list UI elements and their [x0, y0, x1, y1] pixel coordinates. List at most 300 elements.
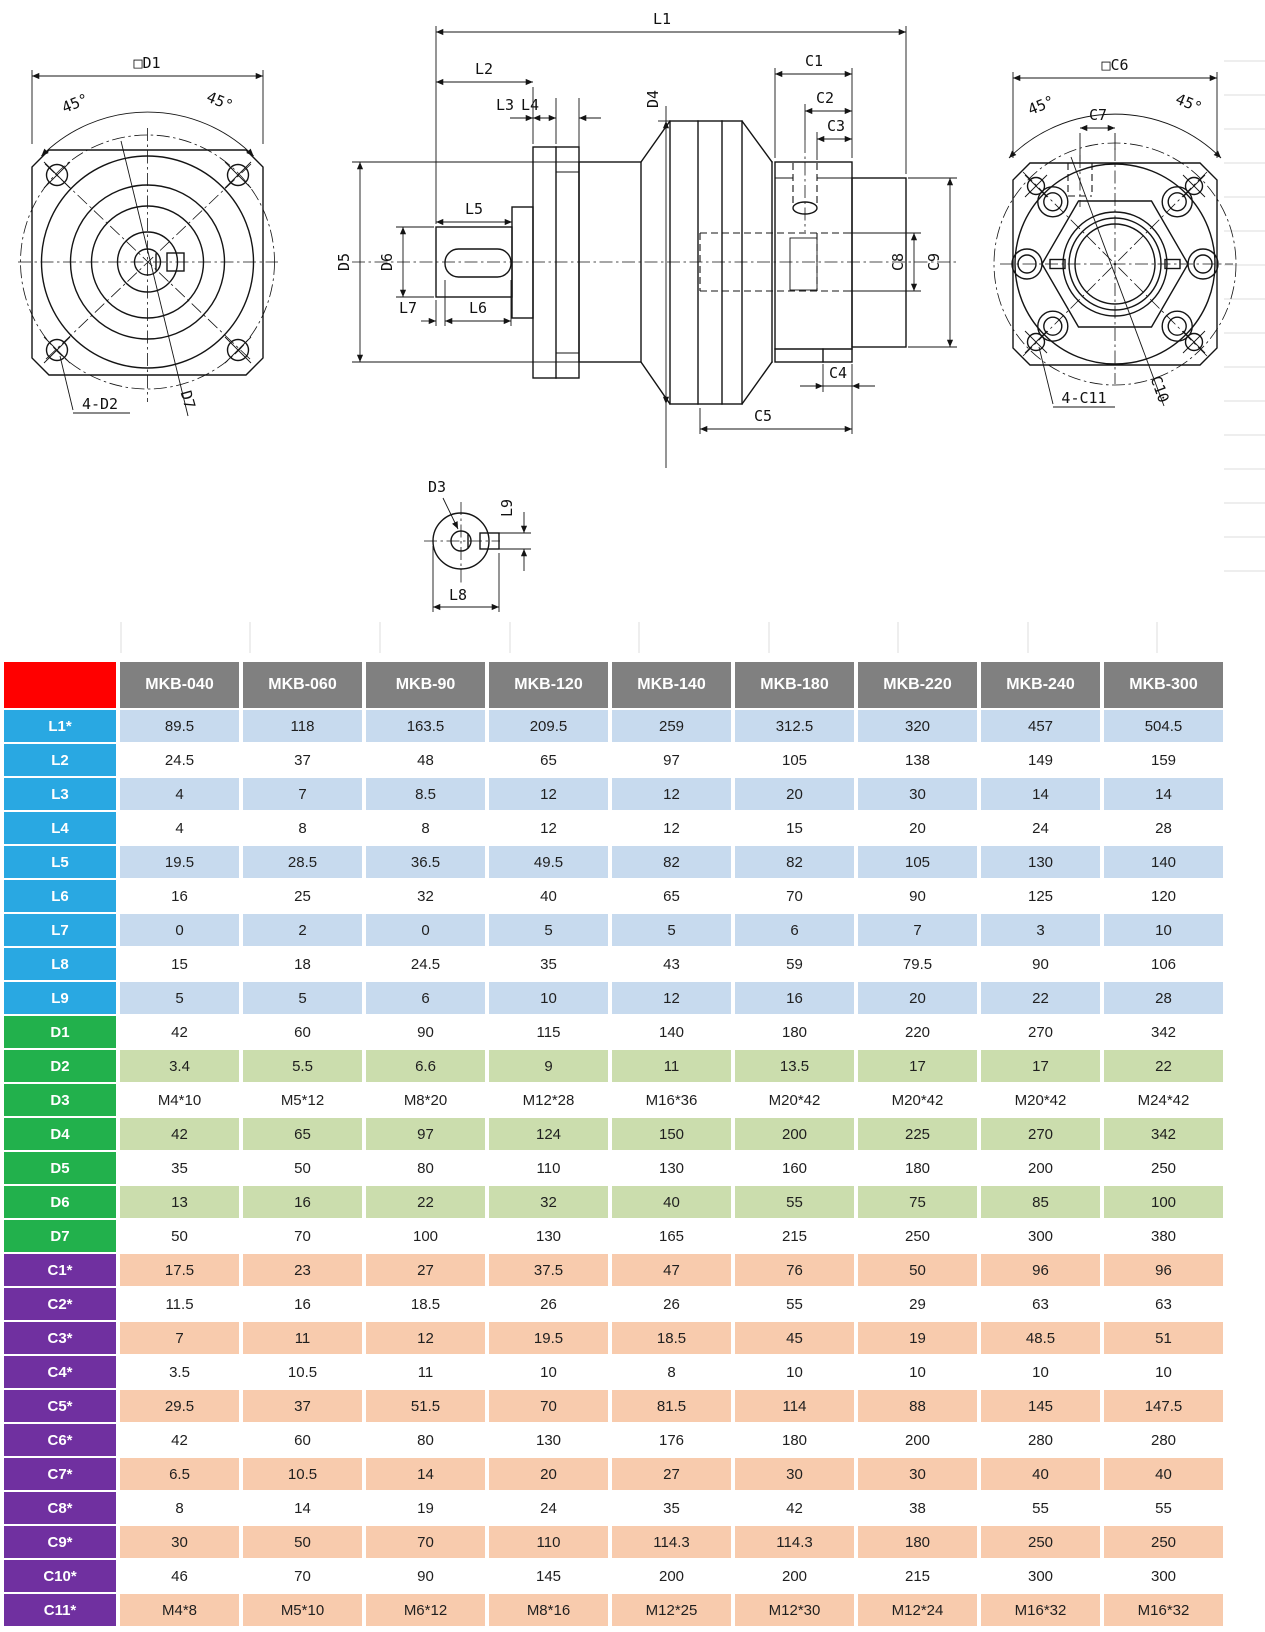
value-cell: 32	[489, 1186, 608, 1218]
dim-label-c4: C4	[828, 364, 848, 382]
value-cell: 50	[243, 1526, 362, 1558]
value-cell: 504.5	[1104, 710, 1223, 742]
row-label: D1	[4, 1016, 116, 1048]
table-row	[4, 1526, 1223, 1558]
table-row	[4, 1016, 1223, 1048]
value-cell: 19.5	[120, 846, 239, 878]
value-cell: 180	[858, 1526, 977, 1558]
value-cell: 65	[243, 1118, 362, 1150]
row-label: L6	[4, 880, 116, 912]
table-row	[4, 1288, 1223, 1320]
value-cell: 70	[243, 1560, 362, 1592]
value-cell: 19.5	[489, 1322, 608, 1354]
value-cell: M12*30	[735, 1594, 854, 1626]
table-row	[4, 1458, 1223, 1490]
dimension-table	[0, 660, 1227, 1628]
row-label: C7*	[4, 1458, 116, 1490]
model-header-cell: MKB-060	[243, 662, 362, 708]
table-row	[4, 1322, 1223, 1354]
row-label: D6	[4, 1186, 116, 1218]
value-cell: 14	[243, 1492, 362, 1524]
value-cell: 215	[735, 1220, 854, 1252]
value-cell: 150	[612, 1118, 731, 1150]
value-cell: 8.5	[366, 778, 485, 810]
value-cell: 3.4	[120, 1050, 239, 1082]
value-cell: 8	[366, 812, 485, 844]
row-label: L7	[4, 914, 116, 946]
value-cell: 63	[1104, 1288, 1223, 1320]
value-cell: 138	[858, 744, 977, 776]
table-row	[4, 1594, 1223, 1626]
value-cell: M8*16	[489, 1594, 608, 1626]
value-cell: 200	[981, 1152, 1100, 1184]
dim-label-d6: D6	[378, 252, 396, 272]
spreadsheet-gridlines	[121, 61, 1265, 653]
keyway	[445, 249, 511, 277]
value-cell: 145	[489, 1560, 608, 1592]
value-cell: 270	[981, 1016, 1100, 1048]
dim-label-d1: □D1	[133, 54, 161, 72]
angle-label-right: 45°	[1172, 89, 1205, 117]
value-cell: M16*36	[612, 1084, 731, 1116]
value-cell: M24*42	[1104, 1084, 1223, 1116]
row-label: L4	[4, 812, 116, 844]
value-cell: 130	[489, 1424, 608, 1456]
value-cell: 5	[612, 914, 731, 946]
model-header-cell: MKB-120	[489, 662, 608, 708]
row-label: C6*	[4, 1424, 116, 1456]
dim-label-c7: C7	[1088, 106, 1108, 124]
table-row	[4, 1152, 1223, 1184]
value-cell: 10	[1104, 1356, 1223, 1388]
value-cell: 40	[489, 880, 608, 912]
value-cell: 90	[858, 880, 977, 912]
value-cell: 380	[1104, 1220, 1223, 1252]
value-cell: 114	[735, 1390, 854, 1422]
table-row	[4, 1424, 1223, 1456]
value-cell: 75	[858, 1186, 977, 1218]
value-cell: 165	[612, 1220, 731, 1252]
value-cell: 250	[1104, 1526, 1223, 1558]
value-cell: 130	[489, 1220, 608, 1252]
row-label: C11*	[4, 1594, 116, 1626]
dim-label-c1: C1	[804, 52, 824, 70]
value-cell: 11	[612, 1050, 731, 1082]
value-cell: 12	[366, 1322, 485, 1354]
row-label: C8*	[4, 1492, 116, 1524]
value-cell: 130	[981, 846, 1100, 878]
value-cell: 24	[981, 812, 1100, 844]
value-cell: 160	[735, 1152, 854, 1184]
value-cell: 43	[612, 948, 731, 980]
value-cell: 48	[366, 744, 485, 776]
angle-label-left: 45°	[59, 89, 92, 117]
table-row	[4, 744, 1223, 776]
value-cell: 17.5	[120, 1254, 239, 1286]
value-cell: 90	[366, 1016, 485, 1048]
value-cell: 22	[981, 982, 1100, 1014]
value-cell: 10	[735, 1356, 854, 1388]
dim-label-l9: L9	[498, 498, 516, 518]
value-cell: 29.5	[120, 1390, 239, 1422]
value-cell: 10	[858, 1356, 977, 1388]
side-view	[335, 10, 958, 468]
value-cell: 11	[243, 1322, 362, 1354]
value-cell: 110	[489, 1526, 608, 1558]
value-cell: M12*25	[612, 1594, 731, 1626]
value-cell: 26	[489, 1288, 608, 1320]
model-header-cell: MKB-90	[366, 662, 485, 708]
value-cell: 70	[735, 880, 854, 912]
value-cell: 37.5	[489, 1254, 608, 1286]
rear-view	[994, 56, 1236, 407]
value-cell: 17	[858, 1050, 977, 1082]
value-cell: 312.5	[735, 710, 854, 742]
value-cell: 20	[489, 1458, 608, 1490]
value-cell: 342	[1104, 1016, 1223, 1048]
value-cell: 6	[366, 982, 485, 1014]
value-cell: 97	[366, 1118, 485, 1150]
table-row	[4, 1186, 1223, 1218]
value-cell: 12	[612, 982, 731, 1014]
value-cell: M12*28	[489, 1084, 608, 1116]
table-row	[4, 710, 1223, 742]
table-row	[4, 1492, 1223, 1524]
value-cell: 27	[612, 1458, 731, 1490]
value-cell: 65	[489, 744, 608, 776]
dim-label-4-c11: 4-C11	[1061, 389, 1107, 407]
value-cell: 35	[489, 948, 608, 980]
value-cell: 118	[243, 710, 362, 742]
value-cell: 25	[243, 880, 362, 912]
value-cell: M12*24	[858, 1594, 977, 1626]
value-cell: 40	[981, 1458, 1100, 1490]
value-cell: 50	[243, 1152, 362, 1184]
value-cell: 250	[1104, 1152, 1223, 1184]
row-label: C1*	[4, 1254, 116, 1286]
value-cell: 2	[243, 914, 362, 946]
row-label: L1*	[4, 710, 116, 742]
value-cell: 76	[735, 1254, 854, 1286]
value-cell: 28	[1104, 812, 1223, 844]
model-header-cell: MKB-300	[1104, 662, 1223, 708]
value-cell: 457	[981, 710, 1100, 742]
dim-label-c9: C9	[925, 252, 943, 272]
value-cell: 163.5	[366, 710, 485, 742]
row-label: C4*	[4, 1356, 116, 1388]
value-cell: M20*42	[735, 1084, 854, 1116]
value-cell: 225	[858, 1118, 977, 1150]
value-cell: 27	[366, 1254, 485, 1286]
value-cell: 59	[735, 948, 854, 980]
value-cell: M16*32	[1104, 1594, 1223, 1626]
value-cell: 55	[1104, 1492, 1223, 1524]
value-cell: 35	[120, 1152, 239, 1184]
dim-label-l5: L5	[464, 200, 484, 218]
row-label: D4	[4, 1118, 116, 1150]
value-cell: 49.5	[489, 846, 608, 878]
value-cell: 114.3	[735, 1526, 854, 1558]
row-label: D7	[4, 1220, 116, 1252]
table-row	[4, 1118, 1223, 1150]
value-cell: 24.5	[366, 948, 485, 980]
value-cell: 20	[858, 982, 977, 1014]
value-cell: 342	[1104, 1118, 1223, 1150]
value-cell: 42	[120, 1118, 239, 1150]
value-cell: 29	[858, 1288, 977, 1320]
dim-label-l2: L2	[474, 60, 494, 78]
value-cell: 14	[981, 778, 1100, 810]
value-cell: 270	[981, 1118, 1100, 1150]
dim-label-d7: D7	[176, 388, 199, 411]
table-row	[4, 778, 1223, 810]
dim-label-d5: D5	[335, 252, 353, 272]
dim-label-l8: L8	[448, 586, 468, 604]
table-row	[4, 1560, 1223, 1592]
value-cell: 24.5	[120, 744, 239, 776]
value-cell: 55	[735, 1186, 854, 1218]
dim-label-c5: C5	[753, 407, 773, 425]
value-cell: 51.5	[366, 1390, 485, 1422]
row-label: C2*	[4, 1288, 116, 1320]
value-cell: 32	[366, 880, 485, 912]
value-cell: 80	[366, 1152, 485, 1184]
value-cell: 120	[1104, 880, 1223, 912]
value-cell: 28	[1104, 982, 1223, 1014]
angle-label-right: 45°	[203, 87, 236, 115]
value-cell: 8	[243, 812, 362, 844]
value-cell: 5	[243, 982, 362, 1014]
row-label: C10*	[4, 1560, 116, 1592]
value-cell: 140	[1104, 846, 1223, 878]
value-cell: 70	[366, 1526, 485, 1558]
value-cell: 10.5	[243, 1458, 362, 1490]
value-cell: 12	[489, 812, 608, 844]
value-cell: 7	[858, 914, 977, 946]
value-cell: M5*12	[243, 1084, 362, 1116]
value-cell: 42	[120, 1016, 239, 1048]
value-cell: M20*42	[858, 1084, 977, 1116]
angle-label-left: 45°	[1025, 91, 1058, 119]
table-row	[4, 812, 1223, 844]
value-cell: 300	[1104, 1560, 1223, 1592]
value-cell: 18.5	[612, 1322, 731, 1354]
value-cell: 125	[981, 880, 1100, 912]
table-row	[4, 846, 1223, 878]
value-cell: 180	[735, 1424, 854, 1456]
row-label: C9*	[4, 1526, 116, 1558]
value-cell: 8	[120, 1492, 239, 1524]
value-cell: 250	[858, 1220, 977, 1252]
value-cell: 6.6	[366, 1050, 485, 1082]
value-cell: 16	[243, 1186, 362, 1218]
value-cell: 81.5	[612, 1390, 731, 1422]
row-label: L8	[4, 948, 116, 980]
value-cell: 3	[981, 914, 1100, 946]
value-cell: 320	[858, 710, 977, 742]
row-label: D2	[4, 1050, 116, 1082]
value-cell: 114.3	[612, 1526, 731, 1558]
dim-label-l1: L1	[652, 10, 672, 28]
value-cell: 82	[612, 846, 731, 878]
value-cell: 280	[1104, 1424, 1223, 1456]
table-corner-cell	[4, 662, 116, 708]
value-cell: M16*32	[981, 1594, 1100, 1626]
value-cell: 65	[612, 880, 731, 912]
value-cell: 130	[612, 1152, 731, 1184]
value-cell: 115	[489, 1016, 608, 1048]
value-cell: 10	[489, 982, 608, 1014]
value-cell: 5	[489, 914, 608, 946]
row-label: L5	[4, 846, 116, 878]
dim-label-d3: D3	[427, 478, 447, 496]
front-view	[18, 54, 278, 416]
gear-housing	[670, 121, 742, 404]
technical-drawing	[0, 0, 1265, 655]
value-cell: 7	[120, 1322, 239, 1354]
value-cell: 30	[735, 1458, 854, 1490]
value-cell: 220	[858, 1016, 977, 1048]
value-cell: 159	[1104, 744, 1223, 776]
value-cell: 140	[612, 1016, 731, 1048]
table-row	[4, 982, 1223, 1014]
value-cell: 20	[735, 778, 854, 810]
value-cell: 37	[243, 1390, 362, 1422]
table-row	[4, 948, 1223, 980]
value-cell: 51	[1104, 1322, 1223, 1354]
dim-label-c10: C10	[1146, 373, 1173, 406]
value-cell: 18.5	[366, 1288, 485, 1320]
value-cell: 106	[1104, 948, 1223, 980]
table-row	[4, 1390, 1223, 1422]
value-cell: 13.5	[735, 1050, 854, 1082]
row-label: C5*	[4, 1390, 116, 1422]
value-cell: 26	[612, 1288, 731, 1320]
value-cell: 180	[858, 1152, 977, 1184]
value-cell: 63	[981, 1288, 1100, 1320]
value-cell: 60	[243, 1016, 362, 1048]
dim-label-l6: L6	[468, 299, 488, 317]
value-cell: 6	[735, 914, 854, 946]
value-cell: 0	[366, 914, 485, 946]
value-cell: 10	[489, 1356, 608, 1388]
row-label: D5	[4, 1152, 116, 1184]
value-cell: 300	[981, 1560, 1100, 1592]
value-cell: 19	[366, 1492, 485, 1524]
value-cell: 90	[366, 1560, 485, 1592]
value-cell: 12	[489, 778, 608, 810]
value-cell: 85	[981, 1186, 1100, 1218]
value-cell: 180	[735, 1016, 854, 1048]
dim-label-l3: L3	[495, 96, 515, 114]
dim-label-l4: L4	[520, 96, 540, 114]
value-cell: 100	[366, 1220, 485, 1252]
value-cell: 42	[120, 1424, 239, 1456]
value-cell: 37	[243, 744, 362, 776]
model-header-cell: MKB-040	[120, 662, 239, 708]
value-cell: 10	[1104, 914, 1223, 946]
value-cell: 42	[735, 1492, 854, 1524]
value-cell: 215	[858, 1560, 977, 1592]
value-cell: 30	[858, 778, 977, 810]
value-cell: 23	[243, 1254, 362, 1286]
value-cell: 30	[858, 1458, 977, 1490]
value-cell: 28.5	[243, 846, 362, 878]
value-cell: 45	[735, 1322, 854, 1354]
value-cell: 200	[735, 1118, 854, 1150]
value-cell: 16	[243, 1288, 362, 1320]
value-cell: 18	[243, 948, 362, 980]
value-cell: 145	[981, 1390, 1100, 1422]
value-cell: 55	[735, 1288, 854, 1320]
value-cell: 280	[981, 1424, 1100, 1456]
value-cell: 300	[981, 1220, 1100, 1252]
value-cell: 0	[120, 914, 239, 946]
value-cell: 20	[858, 812, 977, 844]
dim-label-c2: C2	[815, 89, 835, 107]
dim-label-c8: C8	[889, 252, 907, 272]
value-cell: 200	[612, 1560, 731, 1592]
value-cell: 89.5	[120, 710, 239, 742]
value-cell: 46	[120, 1560, 239, 1592]
dim-label-l7: L7	[398, 299, 418, 317]
value-cell: 50	[120, 1220, 239, 1252]
value-cell: 149	[981, 744, 1100, 776]
table-row	[4, 1050, 1223, 1082]
value-cell: 22	[366, 1186, 485, 1218]
value-cell: 10	[981, 1356, 1100, 1388]
value-cell: 11	[366, 1356, 485, 1388]
value-cell: 105	[735, 744, 854, 776]
value-cell: 90	[981, 948, 1100, 980]
value-cell: 36.5	[366, 846, 485, 878]
value-cell: 105	[858, 846, 977, 878]
value-cell: 97	[612, 744, 731, 776]
table-row	[4, 914, 1223, 946]
table-row	[4, 1254, 1223, 1286]
value-cell: 10.5	[243, 1356, 362, 1388]
value-cell: 96	[1104, 1254, 1223, 1286]
value-cell: 40	[612, 1186, 731, 1218]
value-cell: 14	[366, 1458, 485, 1490]
value-cell: M4*8	[120, 1594, 239, 1626]
value-cell: 60	[243, 1424, 362, 1456]
value-cell: 3.5	[120, 1356, 239, 1388]
value-cell: 22	[1104, 1050, 1223, 1082]
row-label: L9	[4, 982, 116, 1014]
value-cell: M8*20	[366, 1084, 485, 1116]
value-cell: 14	[1104, 778, 1223, 810]
value-cell: 8	[612, 1356, 731, 1388]
value-cell: M4*10	[120, 1084, 239, 1116]
value-cell: 30	[120, 1526, 239, 1558]
value-cell: 4	[120, 778, 239, 810]
value-cell: 100	[1104, 1186, 1223, 1218]
value-cell: 124	[489, 1118, 608, 1150]
model-header-cell: MKB-220	[858, 662, 977, 708]
value-cell: 200	[858, 1424, 977, 1456]
table-row	[4, 880, 1223, 912]
value-cell: 70	[243, 1220, 362, 1252]
value-cell: 88	[858, 1390, 977, 1422]
model-header-cell: MKB-240	[981, 662, 1100, 708]
value-cell: 259	[612, 710, 731, 742]
value-cell: 12	[612, 812, 731, 844]
value-cell: 7	[243, 778, 362, 810]
table-row	[4, 1220, 1223, 1252]
value-cell: 38	[858, 1492, 977, 1524]
model-header-cell: MKB-140	[612, 662, 731, 708]
